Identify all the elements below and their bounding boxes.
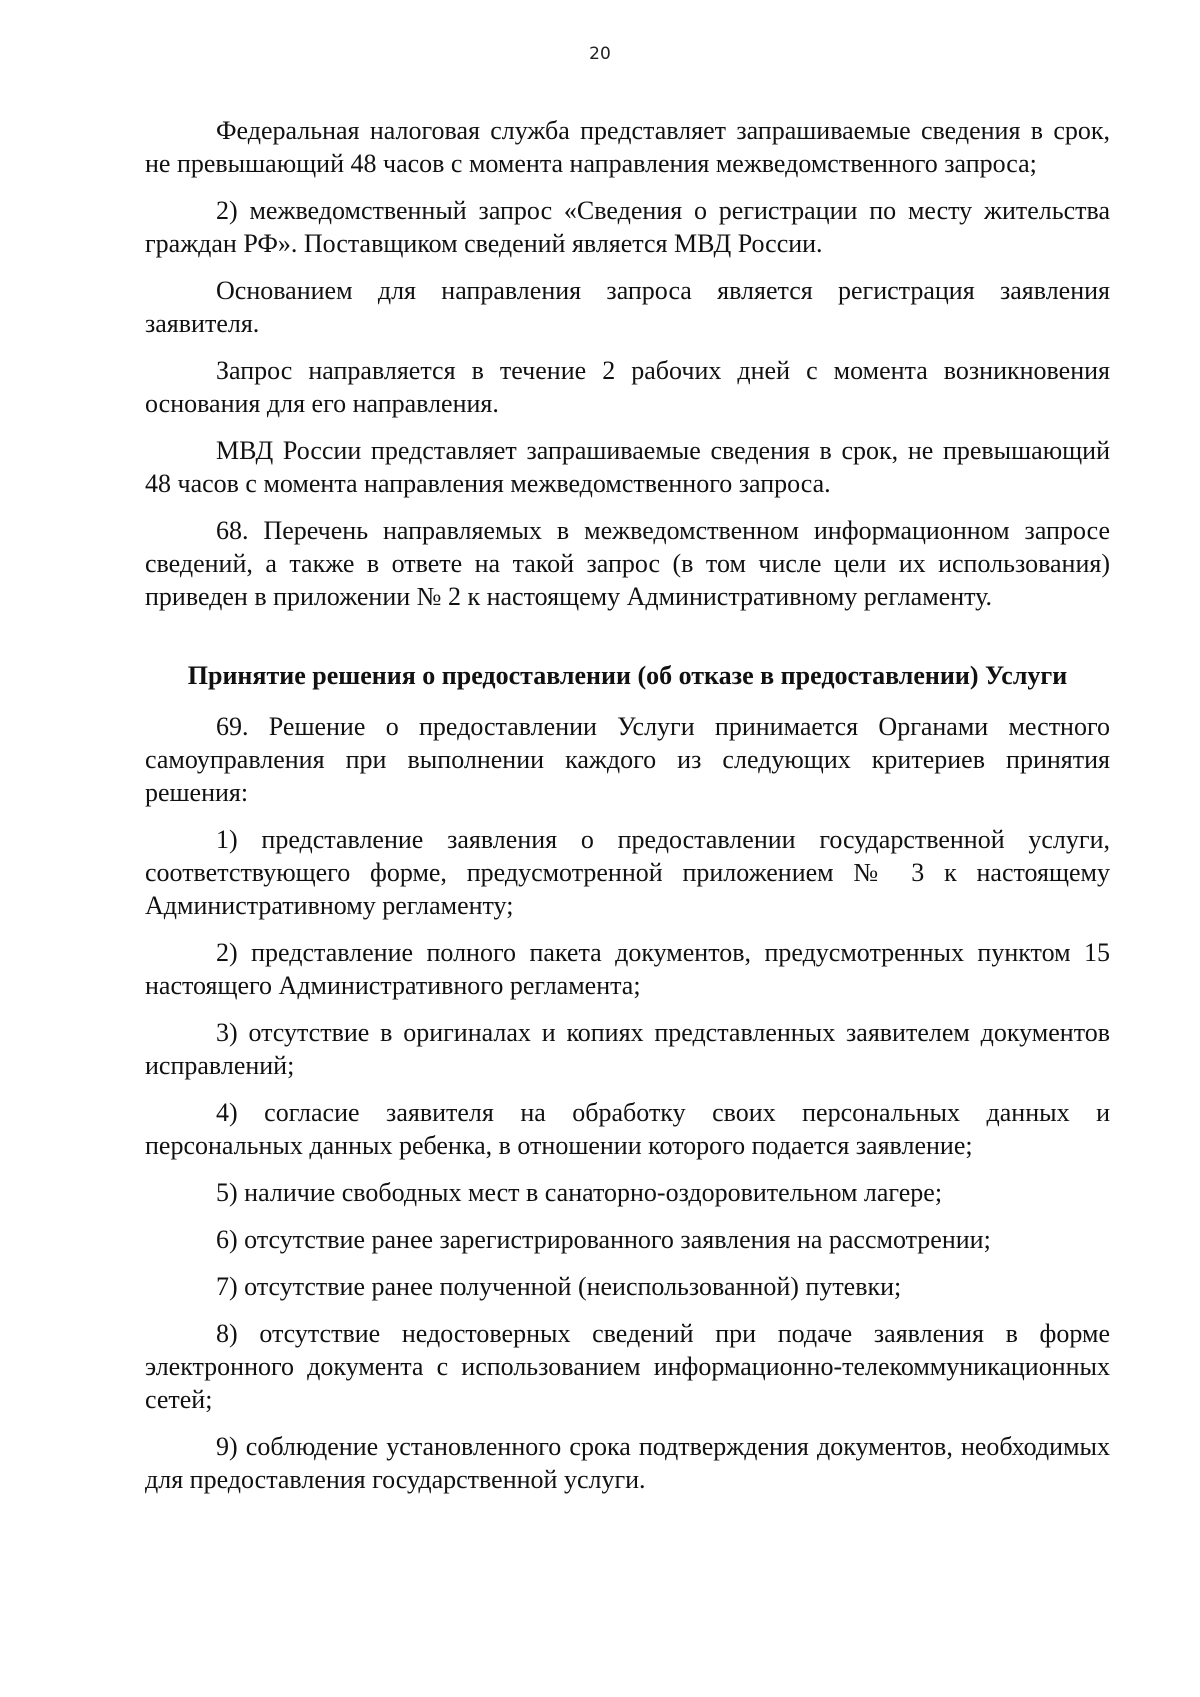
paragraph: МВД России представляет запрашиваемые сведения в срок, не превышающий 48 часов с момента направления межведомственного запроса. <box>145 436 1110 498</box>
paragraph: 7) отсутствие ранее полученной (неиспользованной) путевки; <box>216 1272 902 1301</box>
paragraph: Основанием для направления запроса является регистрация заявления заявителя. <box>145 276 1110 338</box>
paragraph: 9) соблюдение установленного срока подтверждения документов, необходимых для предоставления государственной услуги. <box>145 1432 1110 1494</box>
paragraph: Федеральная налоговая служба представляет запрашиваемые сведения в срок, не превышающий 48 часов с момента направления межведомственного запроса; <box>145 116 1110 178</box>
paragraph: 69. Решение о предоставлении Услуги принимается Органами местного самоуправления при выполнении каждого из следующих критериев принятия решения: <box>145 712 1110 807</box>
paragraph: 3) отсутствие в оригиналах и копиях представленных заявителем документов исправлений; <box>145 1018 1110 1080</box>
paragraph: 4) согласие заявителя на обработку своих персональных данных и персональных данных ребенка, в отношении которого подается заявление; <box>145 1098 1110 1160</box>
paragraph: 5) наличие свободных мест в санаторно-оздоровительном лагере; <box>216 1178 943 1207</box>
document-body <box>145 114 1110 1510</box>
paragraph: 8) отсутствие недостоверных сведений при подаче заявления в форме электронного документа с использованием информационно-телекоммуникационных сетей; <box>145 1319 1110 1414</box>
paragraph: 2) представление полного пакета документов, предусмотренных пунктом 15 настоящего Административного регламента; <box>145 938 1110 1000</box>
paragraph: 6) отсутствие ранее зарегистрированного заявления на рассмотрении; <box>216 1225 991 1254</box>
paragraph: 1) представление заявления о предоставлении государственной услуги, соответствующего форме, предусмотренной приложением № 3 к настоящему Административному регламенту; <box>145 825 1110 920</box>
paragraph: 68. Перечень направляемых в межведомственном информационном запросе сведений, а также в ответе на такой запрос (в том числе цели их использования) приведен в приложении № 2 к настоящему Административному регламенту. <box>145 516 1110 611</box>
section-heading: Принятие решения о предоставлении (об отказе в предоставлении) Услуги <box>187 661 1068 690</box>
paragraph: 2) межведомственный запрос «Сведения о регистрации по месту жительства граждан РФ». Поставщиком сведений является МВД России. <box>145 196 1110 258</box>
paragraph: Запрос направляется в течение 2 рабочих дней с момента возникновения основания для его направления. <box>145 356 1110 418</box>
page-number: 20 <box>589 44 611 64</box>
